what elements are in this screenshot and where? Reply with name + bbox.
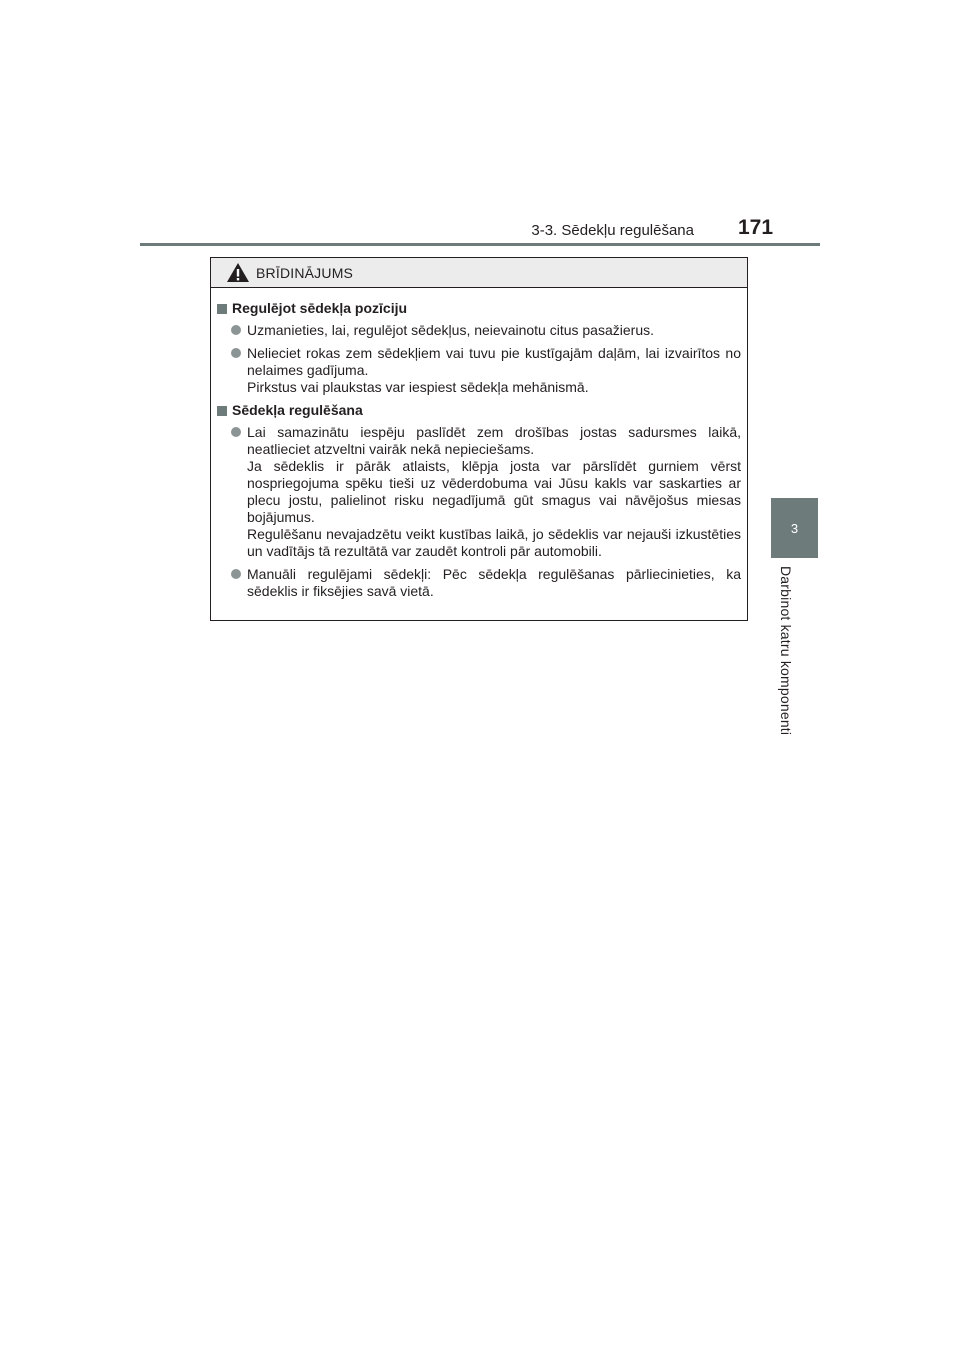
item-text: Uzmanieties, lai, regulējot sēdekļus, neievainotu citus pasažierus. xyxy=(247,322,654,338)
chapter-number: 3 xyxy=(790,520,799,536)
group-heading xyxy=(217,402,741,419)
section-title: 3-3. Sēdekļu regulēšana xyxy=(531,222,694,239)
list-item xyxy=(231,566,741,600)
item-text: Pirkstus vai plaukstas var iespiest sēdekļa mehānismā. xyxy=(247,379,589,395)
header-rule xyxy=(140,243,820,246)
chapter-label: Darbinot katru komponenti xyxy=(778,566,794,736)
warning-title: BRĪDINĀJUMS xyxy=(256,264,354,281)
item-text: Lai samazinātu iespēju paslīdēt zem drošības jostas sadursmes laikā, neatlieciet atzveltni vairāk nekā nepieciešams. xyxy=(247,424,741,457)
item-text: Ja sēdeklis ir pārāk atlaists, klēpja josta var pārslīdēt gurniem vērst nospriegojuma spēku tieši uz vēderdobuma vai Jūsu kakls var saskarties ar plecu jostu, palielinot risku negadījumā gūt smagus vai nāvējošus miesas bojājumus. xyxy=(247,458,741,525)
warning-header xyxy=(211,258,747,288)
chapter-tab xyxy=(771,498,818,558)
list-item xyxy=(231,345,741,396)
page-number: 171 xyxy=(738,216,774,239)
circle-bullet-icon xyxy=(231,348,241,358)
item-text: Nelieciet rokas zem sēdekļiem vai tuvu pie kustīgajām daļām, lai izvairītos no nelaimes gadījuma. xyxy=(247,345,741,378)
item-text: Regulēšanu nevajadzētu veikt kustības laikā, jo sēdeklis var nejauši izkustēties un vadītājs tā rezultātā var zaudēt kontroli pār automobili. xyxy=(247,526,741,559)
square-bullet-icon xyxy=(217,406,227,416)
group-heading xyxy=(217,300,741,317)
list-item xyxy=(231,424,741,560)
circle-bullet-icon xyxy=(231,569,241,579)
group-heading-text: Regulējot sēdekļa pozīciju xyxy=(232,300,408,316)
item-text: Manuāli regulējami sēdekļi: Pēc sēdekļa regulēšanas pārliecinieties, ka sēdeklis ir fiksējies savā vietā. xyxy=(247,566,741,599)
circle-bullet-icon xyxy=(231,325,241,335)
list-item xyxy=(231,322,741,339)
warning-triangle-icon xyxy=(226,262,250,283)
page-header xyxy=(0,0,960,250)
group-heading-text: Sēdekļa regulēšana xyxy=(232,402,363,418)
square-bullet-icon xyxy=(217,304,227,314)
warning-body xyxy=(211,288,747,600)
warning-box xyxy=(210,257,748,621)
circle-bullet-icon xyxy=(231,427,241,437)
